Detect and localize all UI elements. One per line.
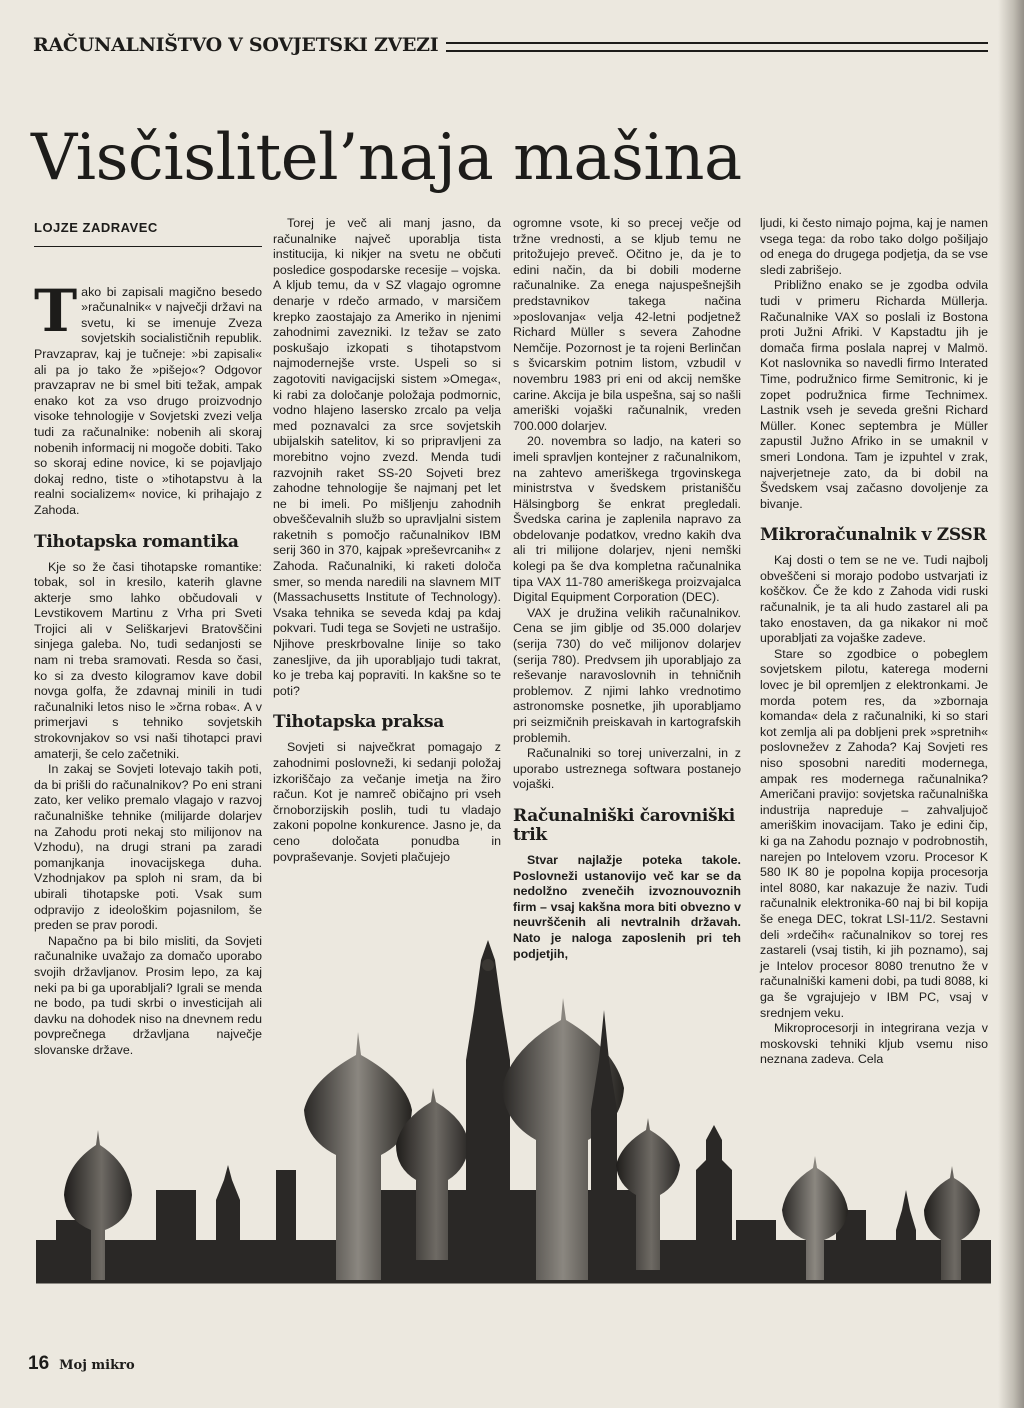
- paragraph: Stvar najlažje poteka takole. Poslovneži ustanovijo več kar se da nedolžno zvenečih izvoznouvoznih firm – vsaj kakšna mora biti obvezno v neuvrščenih ali nevtralnih državah. Nato je naloga zaposlenih pri teh podjetjih,: [513, 852, 741, 961]
- subheading-mikroracunalnik-v-zssr: Mikroračunalnik v ZSSR: [760, 525, 987, 546]
- author-byline: LOJZE ZADRAVEC: [34, 220, 262, 247]
- lead-paragraph: [34, 276, 262, 519]
- paragraph: In zakaj se Sovjeti lotevajo takih poti, da bi prišli do računalnikov? Po eni strani zato, ker veliko premalo vlagajo v razvoj računalniške tehnike (milijarde dolarjev na Zahodu proti nekaj sto milijonov na Vzhodu), na drugi strani pa zaradi pomanjkanja inovacijskega duha. Vzhodnjakov pa sploh ni sram, da bi ubirali tihotapske poti. Vsak sum odpravijo z ideološkim pojasnilom, še preden se prav porodi.: [34, 762, 262, 933]
- magazine-name: Moj mikro: [59, 1358, 135, 1373]
- binding-shadow: [998, 0, 1024, 1408]
- header-rule: [446, 42, 988, 52]
- paragraph: ljudi, ki često nimajo pojma, kaj je namen vsega tega: da robo tako dolgo pošiljajo od enega do drugega podjetja, da se vse sledi zabrišejo.: [760, 216, 988, 277]
- article-title: Visčislitel’naja mašina: [31, 121, 742, 195]
- paragraph: VAX je družina velikih računalnikov. Cena se jim giblje od 35.000 dolarjev (serija 730) do več milijonov dolarjev (serija 780). Predvsem jih uporabljajo za reševanje naravoslovnih in tehničnih problemov. Z njimi lahko vrednotimo astronomske posnetke, jih uporabljamo pri seizmičnih preiskavah in kartografskih problemih.: [513, 605, 741, 745]
- page-number: 16: [28, 1353, 50, 1374]
- paragraph: Napačno pa bi bilo misliti, da Sovjeti računalnike uvažajo za domačo uporabo svojih državljanov. Prosim lepo, za kaj neki pa bi ga uporabljali? Igrali se menda ne bodo, pa tudi skrbi o investicijah ali davku na dohodek niso na dnevnem redu povprečnega državljana največje slovanske države.: [34, 933, 262, 1057]
- kremlin-skyline-illustration: [36, 940, 991, 1340]
- column-2: [273, 216, 501, 865]
- paragraph: Približno enako se je zgodba odvila tudi v primeru Richarda Müllerja. Računalnike VAX so poslali iz Bostona proti Južni Afriki. V Kapstadtu jih je domača firma poslala naprej v Malmö. Kot naslovnika so navedli firmo Interated Time, podružnico firme Semitronic, ki je zopet podružnica firme Technimex. Lastnik vseh je seveda grešni Richard Müller. Konec septembra je Müller zapustil Južno Afriko in se umaknil v smeri Londona. Tam je izpuhtel v zrak, najverjetneje zato, da bi dobil na Švedskem vsaj začasno dovoljenje za bivanje.: [760, 278, 988, 511]
- section-header: [33, 28, 988, 56]
- section-title: RAČUNALNIŠTVO V SOVJETSKI ZVEZI: [33, 34, 439, 56]
- paragraph: Mikroprocesorji in integrirana vezja v moskovski tehniki kljub vsemu niso neznana zadeva. Cela: [760, 1021, 988, 1067]
- lead-text: ako bi zapisali magično besedo »računalnik« v največji državi na svetu, ki se imenuje Zveza sovjetskih socialističnih republik. Pravzaprav, kaj je tučneje: »bi zapisali« ali pa jo tako že »pišejo«? Odgovor pravzaprav ne bi smel biti težak, ampak enako kot za vso drugo proizvodnjo visoke tehnologije v Sovjetski zvezi velja tudi za računalnike: nobenih ali skoraj nobenih informacij ni mogoče dobiti. Tako so skoraj edine novice, ki se pojavljajo dokaj redno, tiste o »tihotapstvu à la realni socializem« novice, ki prihajajo z Zahoda.: [34, 284, 262, 517]
- subheading-tihotapska-romantika: Tihotapska romantika: [34, 531, 239, 552]
- column-1: [34, 216, 262, 1059]
- paragraph: Torej je več ali manj jasno, da računalnike največ uporablja tista institucija, ki nikjer na svetu ne občuti posledice gospodarske recesije – vojska. A kljub temu, da v SZ vlagajo ogromne denarje v rdečo armado, v marsičem krepko zaostajajo za Ameriko in njenimi zahodnimi zavezniki. Iz težav se zato poskušajo izkopati s tihotapstvom najmodernejše vrste. Uspeli so si zagotoviti navigacijski sistem »Omega«, ki rabi za določanje položaja podmornic, vodno hlajeno lasersko zrcalo pa velja med poznavalci za srce sovjetskih ubijalskih satelitov, ki so pripravljeni za morebitno vojno zvezd. Menda tudi razvojnih raket SS-20 Sojveti brez zahodne tehnologije še najmanj pet let ne bi imeli. Po mišljenju zahodnih obveščevalnih služb so upravljalni sistem raketnih s pomočjo računalnikov IBM serij 360 in 370, kajpak »preševrcanih« z Zahoda. Računalniki, ki raketi določa smer, so menda naredili na slavnem MIT (Massachusetts Institute of Technology). Vsaka tehnika se seveda kdaj pa kdaj pokvari. Tudi tega se Sovjeti ne ustrašijo. Njihove preskrbovalne linije so tako zanesljive, da jih uporabljajo tudi takrat, ko je treba kaj popraviti. In kakšne so te poti?: [273, 216, 501, 698]
- paragraph: Kaj dosti o tem se ne ve. Tudi najbolj obveščeni si morajo podobo ustvarjati iz koščkov. Če že kdo z Zahoda vidi ruski računalnik, je ta ali hudo zastarel ali pa tako enostaven, da ga nikakor ni moč uporabljati za vojaške zadeve.: [760, 553, 988, 646]
- subheading-tihotapska-praksa: Tihotapska praksa: [273, 712, 444, 733]
- column-3: [513, 216, 741, 962]
- paragraph: Sovjeti si največkrat pomagajo z zahodnimi poslovneži, ki sedanji položaj izkoriščajo za večanje imetja na žiro račun. Kot je namreč običajno pri vseh črnoborzijskih poslih, tudi tu vladajo zakoni popolne konkurence. Jasno je, da ceno določata ponudba in povpraševanje. Sovjeti plačujejo: [273, 740, 501, 864]
- paragraph: ogromne vsote, ki so precej večje od tržne vrednosti, a se kljub temu ne pritožujejo preveč. Očitno je, da je to edini način, da bi dobili moderne računalnike. Za enega najuspešnejših predstavnikov takega načina »poslovanja« velja 42-letni podjetnež Richard Müller s severa Zahodne Nemčije. Pozornost je ta rojeni Berlinčan s švicarskim potnim listom, vzbudil v novembru 1983 pri eni od akcij nemške carine. Akcija je bila uspešna, saj so našli ameriški vojaški računalnik, vreden 700.000 dolarjev.: [513, 216, 741, 433]
- paragraph: 20. novembra so ladjo, na kateri so imeli spravljen kontejner z računalnikom, na zahtevo ameriškega trgovinskega ministrstva v švedskem pristanišču Hälsingborg še enkrat pregledali. Švedska carina je zaplenila napravo za obdelovanje podatkov, vredno kakih dva ali tri milijone dolarjev, njeni nemški kolegi pa še dva kompletna računalnika tipa VAX 11-780 ameriškega proizvajalca Digital Equipment Corporation (DEC).: [513, 434, 741, 605]
- page-footer: [28, 1353, 135, 1375]
- paragraph: Računalniki so torej univerzalni, in z uporabo ustreznega softwara postanejo vojaški.: [513, 746, 741, 792]
- paragraph: Kje so že časi tihotapske romantike: tobak, sol in kresilo, katerih glavne akterje smo lahko občudovali v Levstikovem Martinu z Vrha pri Sveti Trojici ali v Seliškarjevi Bratovščini sinjega galeba. No, tudi sedanjosti se nam ni treba sramovati. Resda so časi, ko si za dvesto kilogramov kave dobil novga golfa, že zdavnaj minili in tudi računalniki letos niso le »črna roba«. A v primerjavi s tehniko sovjetskih strokovnjakov so vsi naši tihotapci pravi amaterji, še celo začetniki.: [34, 559, 262, 761]
- drop-cap: T: [34, 276, 78, 345]
- subheading-racunalniski-carovniski-trik: Računalniški čarovniški trik: [513, 805, 735, 845]
- paragraph: Stare so zgodbice o pobeglem sovjetskem pilotu, katerega moderni lovec je bil opremljen z elektronkami. Je morda potem res, da »zbornaja komanda« dela z računalniki, ki so stari kot zemlja ali pa dobljeni prek »spretnih« poslovnežev z Zahoda? Kaj Sovjeti res niso sposobni narediti modernega, ampak res modernega računalnika? Američani pravijo: sovjetska računalniška industrija napreduje – zahvaljujoč ameriškim inovacijam. Tako je edini čip, ki ga na Zahodu poznajo v podrobnostih, narejen po Intelovem vzoru. Procesor K 580 IK 80 je popolna kopija procesorja intel 8080, kar nakazuje že naziv. Tudi računalnik elektronika-60 naj bi bil kopija še enega DEC, tokrat LSI-11/2. Sestavni deli »rdečih« računalnikov so torej res zastareli (vsaj tistih, ki jih poznamo), saj je Intelov procesor 8080 trenutno že v računalniški kameni dobi, pa tudi 8088, ki ga še vgrajujejo v IBM PC, vsaj v srednjem veku.: [760, 646, 988, 1020]
